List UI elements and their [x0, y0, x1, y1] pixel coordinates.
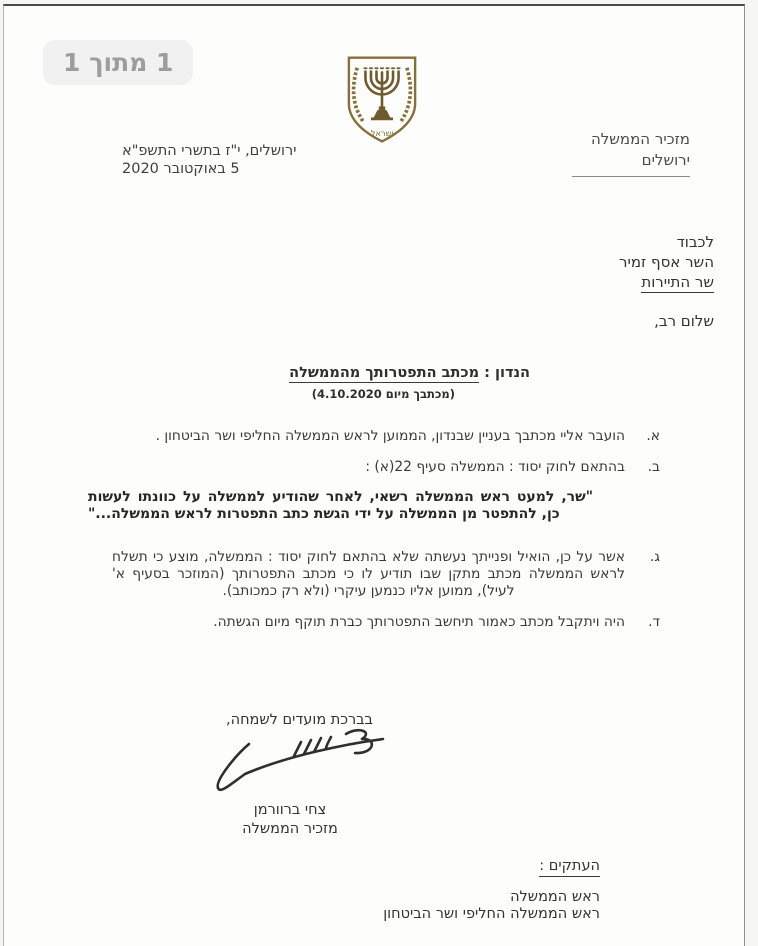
- letterhead-underline: [572, 176, 690, 177]
- body-item-a-marker: א.: [646, 428, 660, 444]
- signer-title: מזכיר הממשלה: [242, 821, 338, 837]
- body-item-d: [112, 614, 660, 630]
- body-item-b-marker: ב.: [647, 459, 660, 475]
- body-item-b-text: בהתאם לחוק יסוד : הממשלה סעיף 22(א) :: [365, 459, 625, 475]
- copies-item: ראש הממשלה: [510, 889, 600, 905]
- law-quote: "שר, למעט ראש הממשלה רשאי, לאחר שהודיע לממשלה על כוונתו לעשות כן, להתפטר מן הממשלה על ידי הגשת כתב התפטרות לראש הממשלה...": [88, 489, 593, 522]
- body-item-c-marker: ג.: [649, 549, 660, 565]
- closing-salutation: בברכת מועדים לשמחה,: [226, 712, 373, 728]
- recipient-name: השר אסף זמיר: [619, 253, 714, 271]
- handwritten-signature-icon: [203, 724, 393, 804]
- body-item-c-text: אשר על כן, הואיל ופנייתך נעשתה שלא בהתאם לחוק יסוד : הממשלה, מוצע כי תשלח לראש הממשלה מכתב מתקן שבו תודיע לו כי מכתב התפטרותך (המוזכר בסעיף א' לעיל), ממוען אליו כנמען עיקרי (ולא רק כמכותב).: [112, 549, 625, 599]
- body-item-a-text: הועבר אליי מכתבך בעניין שבנדון, הממוען לראש הממשלה החליפי ושר הביטחון .: [155, 428, 625, 444]
- date-block: [122, 142, 296, 178]
- recipient-block: [619, 232, 714, 292]
- recipient-honorific: לכבוד: [676, 233, 714, 251]
- recipient-title: שר התיירות: [641, 273, 714, 291]
- date-gregorian: 5 באוקטובר 2020: [122, 161, 240, 177]
- copies-block: [383, 858, 600, 923]
- greeting: שלום רב,: [654, 312, 714, 330]
- letterhead-office-line1: מזכיר הממשלה: [590, 130, 690, 148]
- date-hebrew: ירושלים, י"ז בתשרי התשפ"א: [122, 143, 297, 159]
- israel-state-emblem-icon: [339, 54, 425, 146]
- subject-label: הנדון :: [484, 365, 530, 381]
- copies-label: העתקים :: [539, 858, 600, 877]
- copies-item: ראש הממשלה החליפי ושר הביטחון: [383, 906, 600, 922]
- subject-line: [289, 364, 530, 383]
- body-item-c: [112, 549, 660, 600]
- body-item-d-text: היה ויתקבל מכתב כאמור תיחשב התפטרותך כברת תוקף מיום הגשתה.: [213, 614, 625, 630]
- subject-title: מכתב התפטרותך מהממשלה: [289, 365, 480, 381]
- body-item-b: [112, 459, 660, 475]
- body-item-d-marker: ד.: [648, 614, 660, 630]
- subject-reference: (מכתבך מיום 4.10.2020): [311, 387, 455, 401]
- letterhead-office-line2: ירושלים: [641, 151, 690, 169]
- subject-block: [289, 364, 530, 404]
- letterhead-office: [572, 129, 690, 177]
- emblem-caption: ישראל: [370, 127, 394, 138]
- signer-name: צחי ברוורמן: [253, 802, 327, 818]
- body-item-a: [112, 428, 660, 444]
- signer-block: [210, 801, 370, 839]
- page-counter-badge: 1 מתוך 1: [43, 40, 193, 85]
